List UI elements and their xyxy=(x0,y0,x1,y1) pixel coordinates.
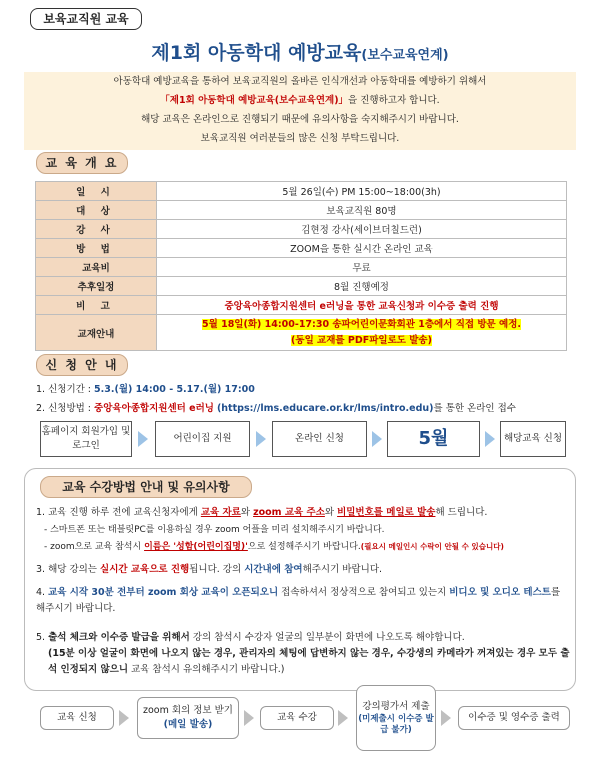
note-3 xyxy=(36,562,576,578)
note-3-a: 3. 해당 강의는 xyxy=(36,564,101,575)
note-5-detail xyxy=(48,646,574,678)
arrow-right-icon xyxy=(441,710,451,726)
process-apply: 교육 신청 xyxy=(40,706,114,730)
row-value: 5월 26일(수) PM 15:00~18:00(3h) xyxy=(157,182,567,201)
apply-step-signup: 홈페이지 회원가입 및 로그인 xyxy=(40,421,132,457)
note-1-material: 교육 자료 xyxy=(200,507,241,518)
title-main: 제1회 아동학대 예방교육 xyxy=(151,42,362,64)
row-value: 8월 진행예정 xyxy=(157,277,567,296)
note-3-live: 실시간 교육으로 진행 xyxy=(100,564,190,575)
intro-event-name: 「제1회 아동학대 예방교육(보수교육연계)」 xyxy=(160,95,349,106)
apply-step-month: 5월 xyxy=(387,421,480,457)
note-1-c: 와 xyxy=(240,507,254,518)
note-1-zoom: zoom 교육 주소 xyxy=(253,507,325,518)
row-label: 추후일정 xyxy=(36,277,157,296)
row-label: 일 시 xyxy=(36,182,157,201)
note-4-c: 접속하셔서 정상적으로 참여되고 있는지 xyxy=(278,587,450,598)
note-1-e: 와 xyxy=(324,507,338,518)
row-label: 대 상 xyxy=(36,201,157,220)
note-3-attend: 시간내에 참여 xyxy=(244,564,303,575)
row-value: 김현정 강사(세이브더칠드런) xyxy=(157,220,567,239)
table-row xyxy=(36,258,567,277)
table-row xyxy=(36,220,567,239)
apply-method-center: 중앙육아종합지원센터 e러닝 xyxy=(94,403,214,414)
note-4-a: 4. xyxy=(36,587,49,598)
arrow-right-icon xyxy=(256,431,266,447)
note-1-sub-2-name: 이름은 '성함(어린이집명)' xyxy=(144,542,248,552)
note-1-sub-2-a: - zoom으로 교육 참석시 xyxy=(44,542,145,552)
intro-box xyxy=(24,72,576,150)
process-attend: 교육 수강 xyxy=(260,706,334,730)
arrow-right-icon xyxy=(138,431,148,447)
table-row xyxy=(36,296,567,315)
table-row xyxy=(36,239,567,258)
row-value: ZOOM을 통한 실시간 온라인 교육 xyxy=(157,239,567,258)
process-evaluation-sub: (미제출시 이수증 발급 불가) xyxy=(358,714,434,735)
intro-line-1: 아동학대 예방교육을 통하여 보육교직원의 올바른 인식개선과 아동학대를 예방하기 위해서 xyxy=(113,76,487,87)
page-title xyxy=(0,38,600,65)
notes-heading: 교육 수강방법 안내 및 유의사항 xyxy=(40,476,252,498)
intro-line-2 xyxy=(24,91,576,110)
note-5-a: 5. xyxy=(36,632,49,643)
header-tag: 보육교직원 교육 xyxy=(30,8,142,30)
arrow-right-icon xyxy=(338,710,348,726)
note-4-test: 비디오 및 오디오 테스트 xyxy=(449,587,551,598)
apply-period-label: 1. 신청기간 : xyxy=(36,384,92,395)
apply-method-url[interactable]: (https://lms.educare.or.kr/lms/intro.edu) xyxy=(216,403,434,414)
row-value xyxy=(157,315,567,351)
row-value: 무료 xyxy=(157,258,567,277)
note-1-sub-1: - 스마트폰 또는 태블릿PC를 이용하실 경우 zoom 어플을 미리 설치해주시기 바랍니다. xyxy=(44,525,385,535)
arrow-right-icon xyxy=(485,431,495,447)
textbook-line-1: 5월 18일(화) 14:00-17:30 송파어린이문화회관 1층에서 직접 방문 예정. xyxy=(201,318,522,330)
table-row xyxy=(36,277,567,296)
process-zoom-info xyxy=(137,697,239,739)
arrow-right-icon xyxy=(244,710,254,726)
note-1-a: 1. 교육 진행 하루 전에 교육신청자에게 xyxy=(36,507,201,518)
row-label: 교육비 xyxy=(36,258,157,277)
apply-method-rest: 를 통한 온라인 접수 xyxy=(433,403,516,414)
textbook-line-2: (동일 교재를 PDF파일로도 발송) xyxy=(291,334,432,346)
apply-period xyxy=(36,381,255,395)
apply-step-course: 해당교육 신청 xyxy=(500,421,566,457)
note-5-d: (15분 이상 얼굴이 화면에 나오지 않는 경우, 관리자의 체팅에 답변하지 않는 경우, 수강생의 카메라가 꺼져있는 경우 xyxy=(48,648,536,659)
intro-line-3: 해당 교육은 온라인으로 진행되기 때문에 유의사항을 숙지해주시기 바랍니다. xyxy=(141,114,459,125)
note-5 xyxy=(36,630,576,646)
process-certificate: 이수증 및 영수증 출력 xyxy=(458,706,570,730)
note-5-attendance: 출석 체크와 이수증 발급을 위해서 xyxy=(48,632,190,643)
apply-step-online: 온라인 신청 xyxy=(272,421,367,457)
note-1-password: 비밀번호를 메일로 발송 xyxy=(337,507,436,518)
note-5-e: 모두 출석 인정되지 않으니 xyxy=(48,648,570,675)
note-4 xyxy=(36,585,566,617)
note-1-g: 해 드립니다. xyxy=(435,507,488,518)
row-label: 강 사 xyxy=(36,220,157,239)
apply-method-label: 2. 신청방법 : xyxy=(36,403,92,414)
note-3-c: 됩니다. 강의 xyxy=(189,564,245,575)
process-zoom-info-label: zoom 회의 정보 받기 xyxy=(143,705,233,716)
arrow-right-icon xyxy=(372,431,382,447)
process-zoom-info-sub: (메일 발송) xyxy=(163,719,213,730)
intro-line-2-rest: 을 진행하고자 합니다. xyxy=(348,95,440,106)
table-row xyxy=(36,182,567,201)
overview-heading: 교 육 개 요 xyxy=(36,152,128,174)
title-sub: (보수교육연계) xyxy=(361,48,449,63)
note-3-e: 해주시기 바랍니다. xyxy=(302,564,383,575)
table-row xyxy=(36,201,567,220)
row-label: 교재안내 xyxy=(36,315,157,351)
note-4-e: 를 해주시기 바랍니다. xyxy=(36,587,561,614)
note-1-sub-2-warning: (필요시 메일인시 수락이 안될 수 있습니다) xyxy=(360,542,504,551)
apply-step-support: 어린이집 지원 xyxy=(155,421,250,457)
apply-method xyxy=(36,400,586,414)
row-value: 보육교직원 80명 xyxy=(157,201,567,220)
table-row xyxy=(36,315,567,351)
overview-table xyxy=(35,181,567,351)
note-4-open: 교육 시작 30분 전부터 zoom 회상 교육이 오픈되오니 xyxy=(48,587,279,598)
note-5-f: 교육 참석시 유의해주시기 바랍니다.) xyxy=(128,664,285,675)
row-label: 비 고 xyxy=(36,296,157,315)
arrow-right-icon xyxy=(119,710,129,726)
row-value: 중앙육아종합지원센터 e러닝을 통한 교육신청과 이수증 출력 진행 xyxy=(157,296,567,315)
process-evaluation-label: 강의평가서 제출 xyxy=(362,701,430,712)
apply-heading: 신 청 안 내 xyxy=(36,354,128,376)
note-5-c: 강의 참석시 수강자 얼굴의 일부분이 화면에 나오도록 해야합니다. xyxy=(189,632,465,643)
intro-line-4: 보육교직원 여러분들의 많은 신청 부탁드립니다. xyxy=(200,133,400,144)
process-evaluation xyxy=(356,685,436,751)
row-label: 방 법 xyxy=(36,239,157,258)
note-1-sub-2 xyxy=(44,539,584,555)
note-1-sub-2-c: 으로 설정해주시기 바랍니다. xyxy=(247,542,361,552)
note-1 xyxy=(36,505,576,521)
apply-period-value: 5.3.(월) 14:00 - 5.17.(월) 17:00 xyxy=(94,384,255,395)
